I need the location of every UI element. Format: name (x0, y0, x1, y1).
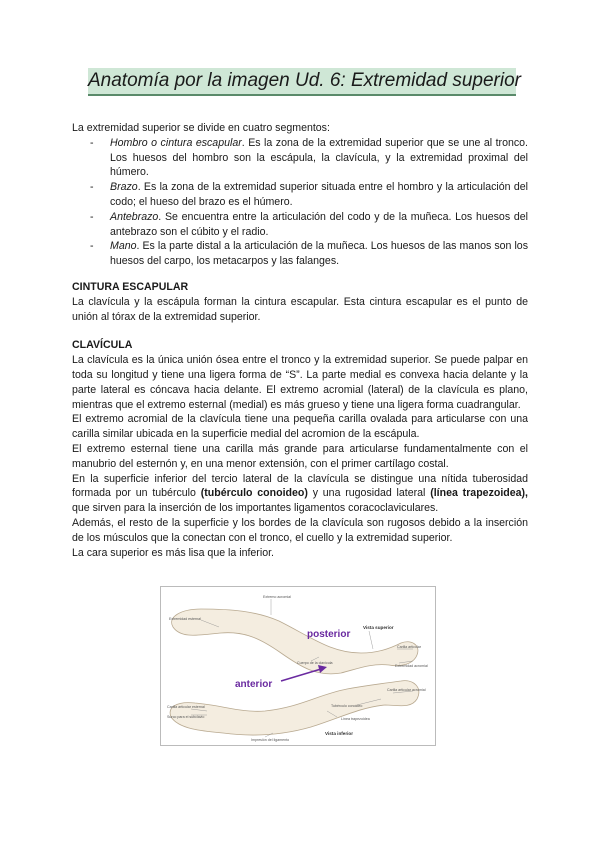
clavicle-figure (160, 586, 436, 746)
page-title-banner (88, 68, 521, 96)
segment-item: - Brazo. Es la zona de la extremidad superior situada entre el hombro y la articulación del codo; el hueso del brazo es el húmero. (90, 181, 528, 208)
label-vista-inferior: Vista inferior (325, 731, 353, 736)
clavicle-illustration (161, 587, 435, 745)
segment-term: Hombro o cintura escapular (110, 136, 242, 149)
clavicula-paragraph-3: El extremo esternal tiene una carilla más grande para articularse fundamentalmente con el manubrio del esternón y, en una menor extensión, con el primer cartílago costal. (72, 442, 528, 470)
label-carilla-articular: Carilla articular (397, 645, 421, 649)
clavicula-paragraph-4: En la superficie inferior del tercio lateral de la clavícula se distingue una nítida tuberosidad formada por un tubérculo (tubérculo conoideo) y una rugosidad lateral (línea trapezoidea), que sirven para la inserción de los importantes ligamentos coracoclaviculares. (72, 472, 529, 515)
intro-text: La extremidad superior se divide en cuatro segmentos: (72, 122, 330, 134)
segment-text: . Es la parte distal a la articulación de la muñeca. Los huesos de las manos son los huesos del carpo, los metacarpos y las falanges. (110, 240, 528, 268)
label-surco-subclavio: Surco para el subclavio (167, 715, 205, 719)
label-impresion-ligamento: Impresión del ligamento (251, 738, 290, 742)
segment-term: Antebrazo (110, 210, 159, 223)
segment-text: . Se encuentra entre la articulación del codo y de la muñeca. Los huesos del antebrazo son el cúbito y el radio. (110, 210, 528, 238)
segment-term: Brazo (110, 181, 138, 194)
label-vista-superior: Vista superior (363, 625, 394, 630)
segment-term: Mano (110, 240, 137, 253)
segment-item: - Hombro o cintura escapular. Es la zona de la extremidad superior que se une al tronco. Los huesos del hombro son la escápula, la clavícula, y la extremidad proximal del húmero. (90, 136, 528, 179)
clavicula-paragraph-2: El extremo acromial de la clavícula tiene una pequeña carilla ovalada para articularse con una carilla similar ubicada en la superficie medial del acromion de la escápula. (72, 413, 528, 441)
clavicula-paragraph-6: La cara superior es más lisa que la inferior. (72, 546, 274, 559)
segment-text: . Es la zona de la extremidad superior que se une al tronco. Los huesos del hombro son la escápula, la clavícula, y la extremidad proximal del húmero. (110, 136, 528, 179)
segment-item: - Mano. Es la parte distal a la articulación de la muñeca. Los huesos de las manos son los huesos del carpo, los metacarpos y las falanges. (90, 240, 528, 268)
term-linea-trapezoidea: (línea trapezoidea), (430, 487, 529, 500)
clavicula-paragraph-5: Además, el resto de la superficie y los bordes de la clavícula son rugosos debido a la inserción de los músculos que la conectan con el tronco, el cuello y la extremidad superior. (72, 516, 528, 544)
label-cuerpo-clavicula: Cuerpo de la clavícula (297, 661, 333, 665)
section-heading-cintura: CINTURA ESCAPULAR (72, 280, 189, 293)
clavicula-paragraph-1: La clavícula es la única unión ósea entre el tronco y la extremidad superior. Se puede palpar en toda su longitud y tiene una ligera forma de “S”. La parte medial es convexa hacia delante y la parte lateral es cóncava hacia delante. El extremo acromial (lateral) de la clavícula es plano, mientras que el extremo esternal (medial) es más grueso y tiene una ligera forma cuadrangular. (72, 354, 528, 411)
label-extremidad-acromial: Extremidad acromial (395, 664, 428, 668)
segments-list (72, 136, 528, 269)
label-tuberculo-conoideo: Tubérculo conoideo (331, 704, 363, 708)
term-tuberculo-conoideo: (tubérculo conoideo) (200, 487, 308, 500)
segment-text: . Es la zona de la extremidad superior situada entre el hombro y la articulación del codo; el hueso del brazo es el húmero. (110, 181, 528, 208)
section-text-cintura: La clavícula y la escápula forman la cintura escapular. Esta cintura escapular es el punto de unión al tórax de la extremidad superior. (72, 295, 528, 323)
document-body (72, 121, 528, 560)
label-extremo-acromial: Extremo acromial (263, 595, 291, 599)
section-heading-clavicula: CLAVÍCULA (72, 339, 133, 352)
clavicle-superior-bone (172, 609, 418, 674)
label-linea-trapezoidea: Línea trapezoidea (341, 717, 370, 721)
label-extremidad-esternal: Extremidad esternal (169, 617, 201, 621)
label-posterior: posterior (307, 629, 351, 640)
label-carilla-articular-acromial: Carilla articular acromial (387, 688, 426, 692)
label-anterior: anterior (235, 679, 273, 690)
label-carilla-articular-esternal: Carilla articular esternal (167, 705, 205, 709)
page-title: Anatomía por la imagen Ud. 6: Extremidad superior (88, 70, 521, 91)
segment-item: - Antebrazo. Se encuentra entre la articulación del codo y de la muñeca. Los huesos del antebrazo son el cúbito y el radio. (90, 210, 528, 238)
clavicle-inferior-bone (170, 681, 419, 735)
